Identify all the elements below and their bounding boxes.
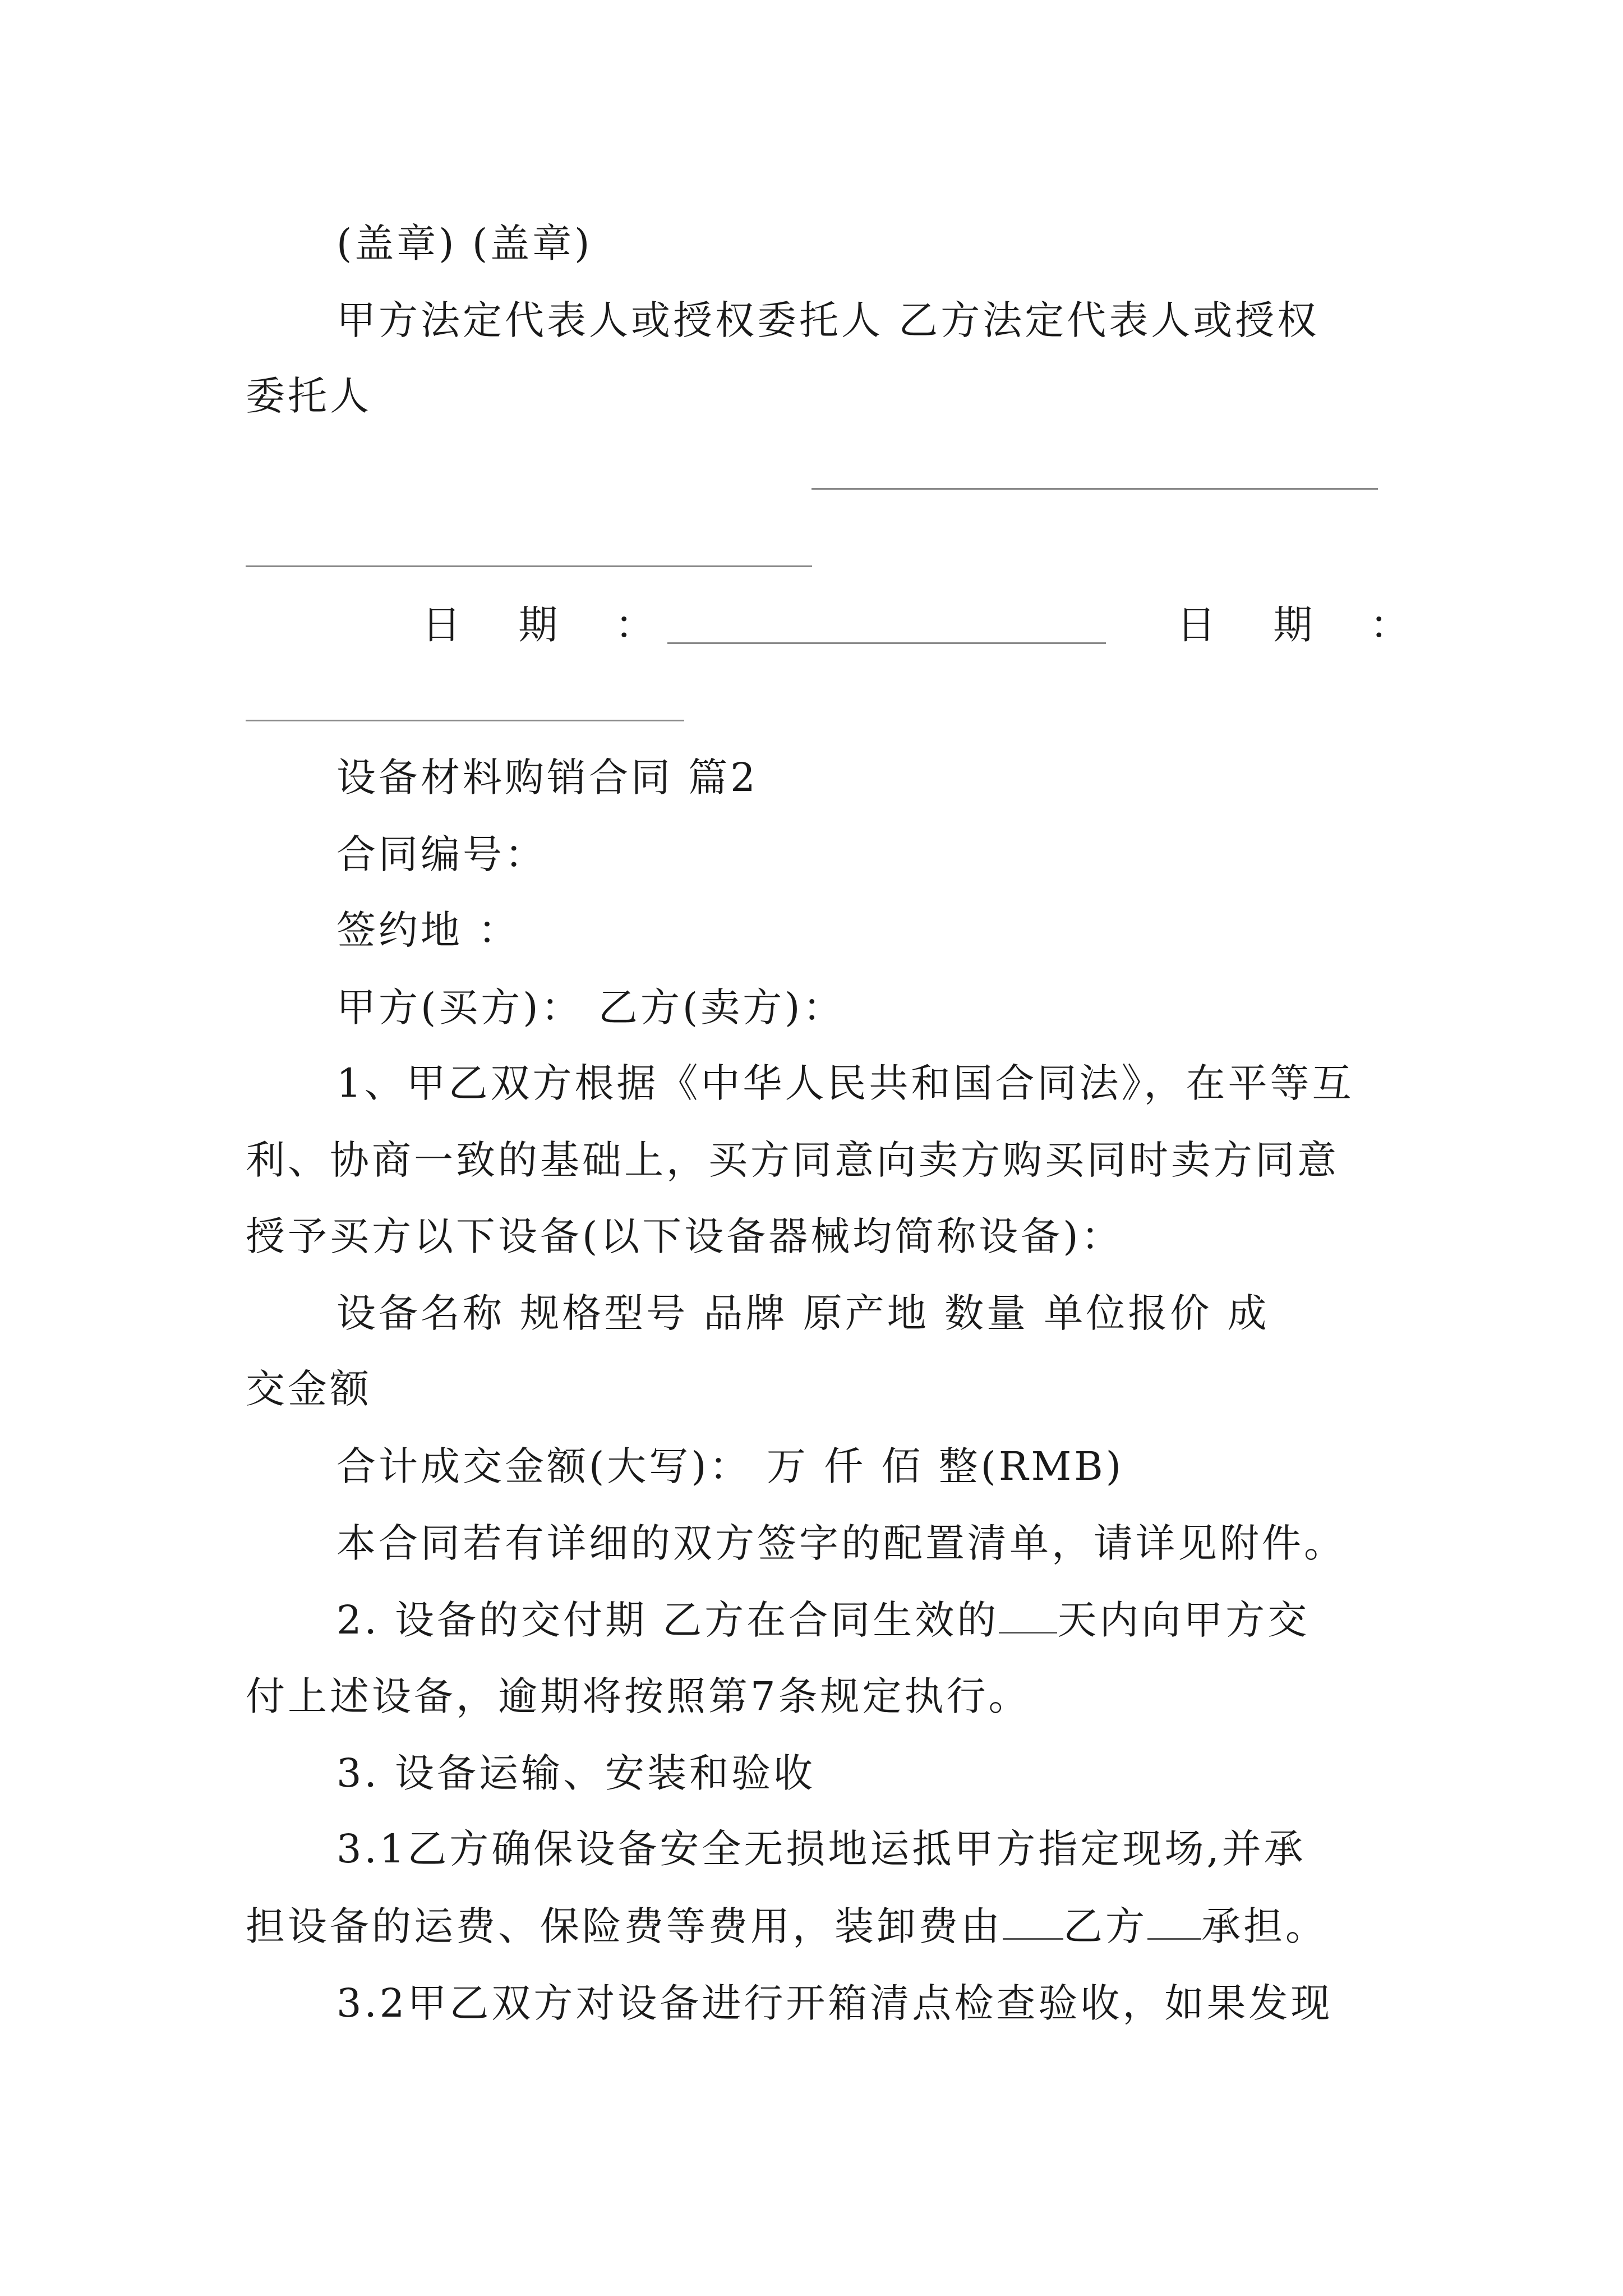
clause-1-line-1: 1、甲乙双方根据《中华人民共和国合同法》，在平等互 bbox=[336, 1060, 1354, 1106]
contract-number-label: 合同编号： bbox=[336, 831, 547, 877]
clause-2-line-1 bbox=[336, 1594, 1310, 1646]
clause-1-line-2: 利、协商一致的基础上，买方同意向卖方购买同时卖方同意 bbox=[246, 1137, 1339, 1183]
loading-fee-blank-before bbox=[1003, 1903, 1063, 1940]
representative-line: 甲方法定代表人或授权委托人 乙方法定代表人或授权 bbox=[336, 297, 1320, 343]
clause-3-heading: 3. 设备运输、安装和验收 bbox=[336, 1750, 816, 1796]
clause-3-1-text-c: 承担。 bbox=[1201, 1903, 1327, 1949]
clause-3-1-text-a: 担设备的运费、保险费等费用，装卸费由 bbox=[246, 1903, 1003, 1949]
clause-3-1-line-2 bbox=[246, 1901, 1327, 1952]
clause-2-text-a: 2. 设备的交付期 乙方在合同生效的 bbox=[336, 1597, 999, 1643]
clause-3-2-line-1: 3.2甲乙双方对设备进行开箱清点检查验收，如果发现 bbox=[336, 1980, 1333, 2026]
section-title: 设备材料购销合同 篇2 bbox=[336, 754, 758, 800]
loading-fee-blank-after bbox=[1147, 1903, 1201, 1940]
representative-line-continued: 委托人 bbox=[246, 373, 372, 419]
date-label-b: 日 期 ： bbox=[1177, 602, 1432, 648]
seal-line: (盖章) (盖章) bbox=[336, 220, 593, 266]
delivery-days-blank bbox=[999, 1597, 1057, 1634]
clause-2-text-b: 天内向甲方交 bbox=[1057, 1597, 1310, 1643]
total-amount-line: 合计成交金额(大写)： 万 仟 佰 整(RMB) bbox=[336, 1443, 1124, 1489]
signing-place-label: 签约地 ： bbox=[336, 907, 520, 953]
clause-1-line-3: 授予买方以下设备(以下设备器械均简称设备)： bbox=[246, 1213, 1123, 1259]
clause-2-line-2: 付上述设备，逾期将按照第7条规定执行。 bbox=[246, 1673, 1031, 1719]
date-line-b bbox=[246, 720, 684, 721]
equipment-table-header: 设备名称 规格型号 品牌 原产地 数量 单位报价 成 bbox=[336, 1290, 1270, 1336]
clause-3-1-party: 乙方 bbox=[1063, 1903, 1147, 1949]
signature-line-a bbox=[246, 565, 812, 567]
attachment-note: 本合同若有详细的双方签字的配置清单，请详见附件。 bbox=[336, 1520, 1346, 1566]
date-label-a: 日 期 ： bbox=[422, 602, 677, 648]
parties-line: 甲方(买方)： 乙方(卖方)： bbox=[336, 984, 845, 1030]
date-line-a bbox=[667, 642, 1106, 644]
signature-line-b bbox=[811, 488, 1378, 490]
clause-3-1-line-1: 3.1乙方确保设备安全无损地运抵甲方指定现场,并承 bbox=[336, 1826, 1306, 1872]
equipment-table-header-continued: 交金额 bbox=[246, 1366, 372, 1412]
